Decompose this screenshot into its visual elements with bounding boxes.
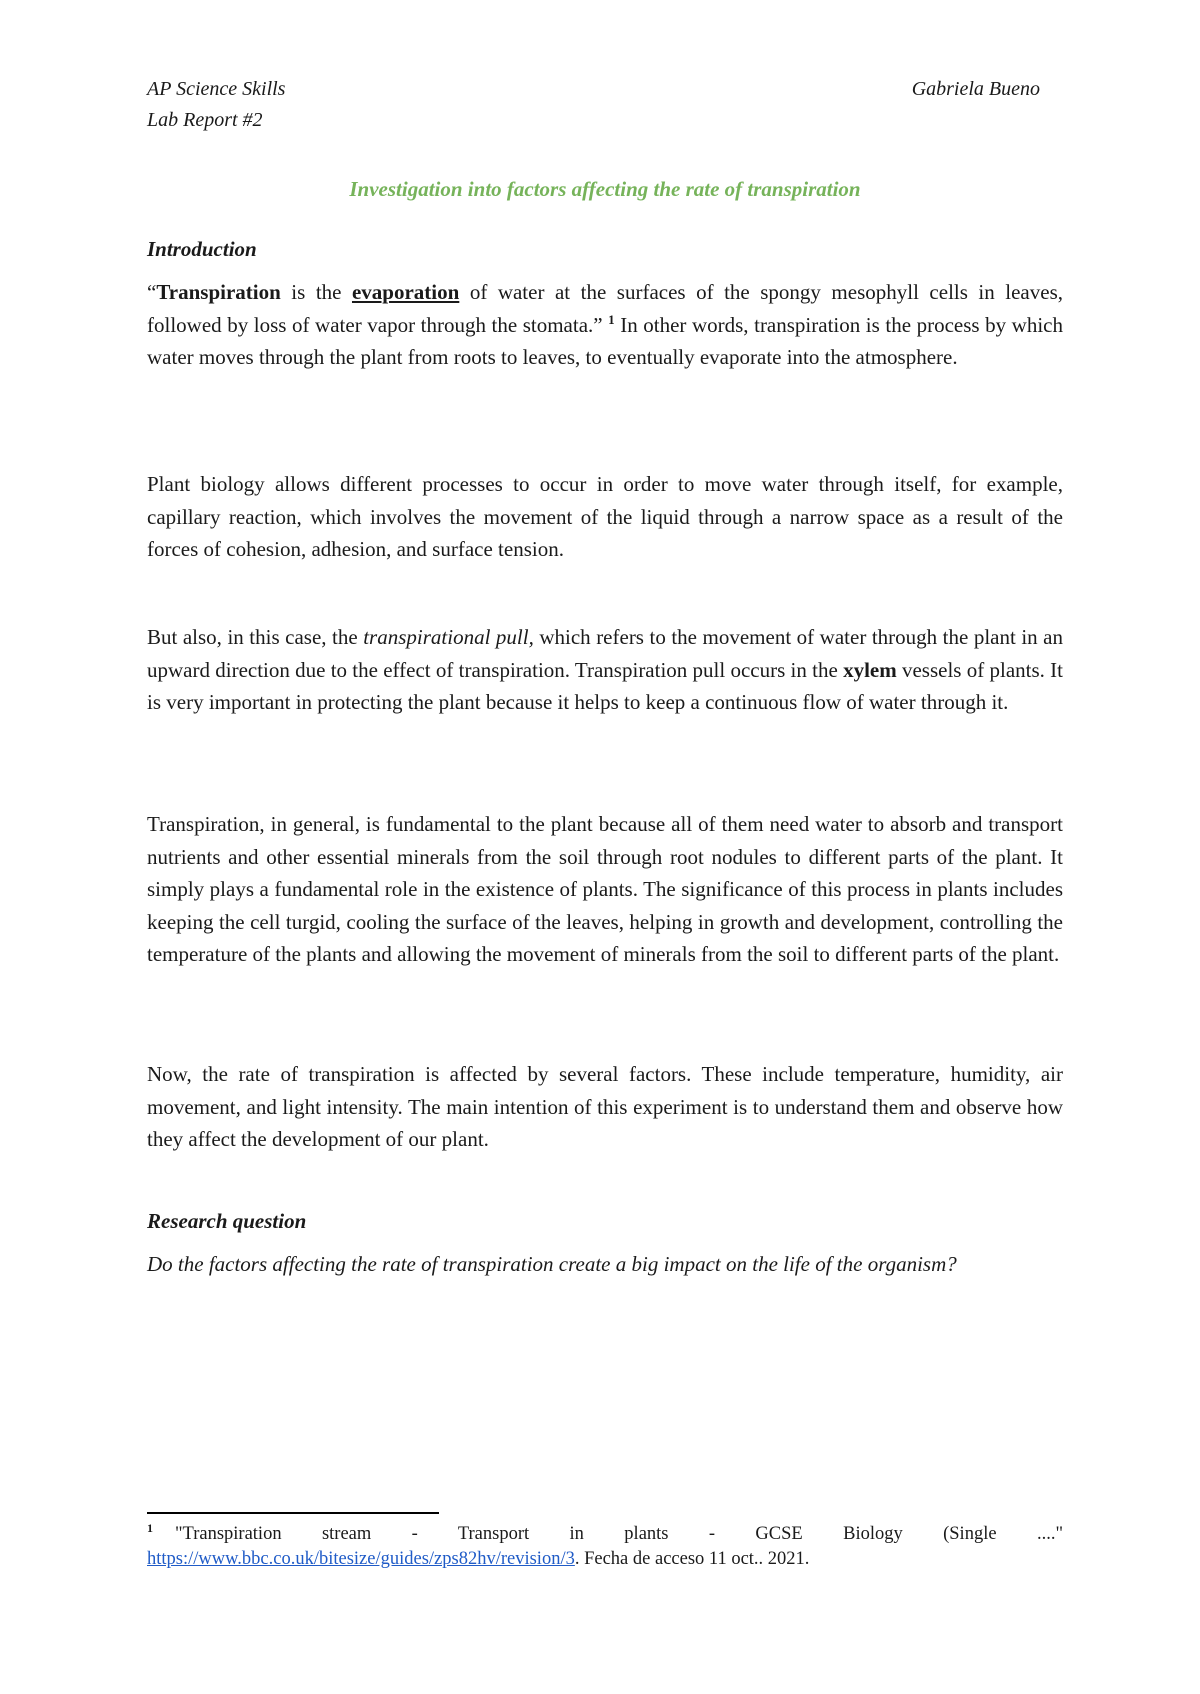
footnote-reference[interactable]: 1 xyxy=(608,311,615,327)
intro-paragraph-2: Plant biology allows different processes to occur in order to move water through itself, for example, capillary reaction, which involves the movement of the liquid through a narrow space as a result of the forces of cohesion, adhesion, and surface tension. xyxy=(147,472,1063,561)
intro-paragraph-1 xyxy=(147,276,1063,374)
term-transpirational-pull: transpirational pull, xyxy=(363,625,534,649)
course-name: AP Science Skills xyxy=(147,78,286,100)
footnote-separator xyxy=(147,1512,439,1514)
introduction-heading: Introduction xyxy=(147,237,257,261)
author-name: Gabriela Bueno xyxy=(911,78,1040,100)
footnote-access-date: . Fecha de acceso 11 oct.. 2021. xyxy=(574,1549,810,1569)
research-question: Do the factors affecting the rate of transpiration create a big impact on the life of the organism? xyxy=(147,1252,957,1276)
p1-text-b: of water at the surfaces of the spongy mesophyll cells in leaves, followed by loss of water vapor through the stomata.” xyxy=(147,280,1063,337)
research-question-heading: Research question xyxy=(147,1209,307,1233)
footnote-citation: "Transpiration stream - Transport in plants - GCSE Biology (Single ...." xyxy=(175,1524,1063,1544)
intro-paragraph-5: Now, the rate of transpiration is affected by several factors. These include temperature, humidity, air movement, and light intensity. The main intention of this experiment is to understand them and observe how they affect the development of our plant. xyxy=(147,1062,1063,1151)
open-quote: “ xyxy=(147,280,157,304)
footnote-link[interactable]: https://www.bbc.co.uk/bitesize/guides/zps82hv/revision/3 xyxy=(147,1549,575,1569)
intro-paragraph-3 xyxy=(147,621,1063,719)
p1-text-c: In other words, transpiration is the process by which water moves through the plant from roots to leaves, to eventually evaporate into the atmosphere. xyxy=(147,312,1063,369)
p1-text-a: is the xyxy=(280,280,352,304)
p3-text-b: which refers to the movement of water through the plant in an upward direction due to the effect of transpiration. Transpiration pull occurs in the xyxy=(147,625,1063,682)
p3-text-a: But also, in this case, the xyxy=(147,625,364,649)
p3-text-c: vessels of plants. It is very important in protecting the plant because it helps to keep a continuous flow of water through it. xyxy=(147,657,1063,714)
term-xylem: xylem xyxy=(843,657,897,682)
footnote-number: 1 xyxy=(147,1520,153,1535)
document-title: Investigation into factors affecting the rate of transpiration xyxy=(349,177,861,201)
footnote xyxy=(147,1522,1063,1572)
header-left xyxy=(147,74,285,136)
report-number: Lab Report #2 xyxy=(147,109,263,131)
intro-paragraph-4: Transpiration, in general, is fundamental to the plant because all of them need water to absorb and transport nutrients and other essential minerals from the soil through root nodules to different parts of the plant. It simply plays a fundamental role in the existence of plants. The significance of this process in plants includes keeping the cell turgid, cooling the surface of the leaves, helping in growth and development, controlling the temperature of the plants and allowing the movement of minerals from the soil to different parts of the plant. xyxy=(147,812,1063,966)
term-transpiration: Transpiration xyxy=(156,280,281,304)
term-evaporation: evaporation xyxy=(351,280,460,304)
